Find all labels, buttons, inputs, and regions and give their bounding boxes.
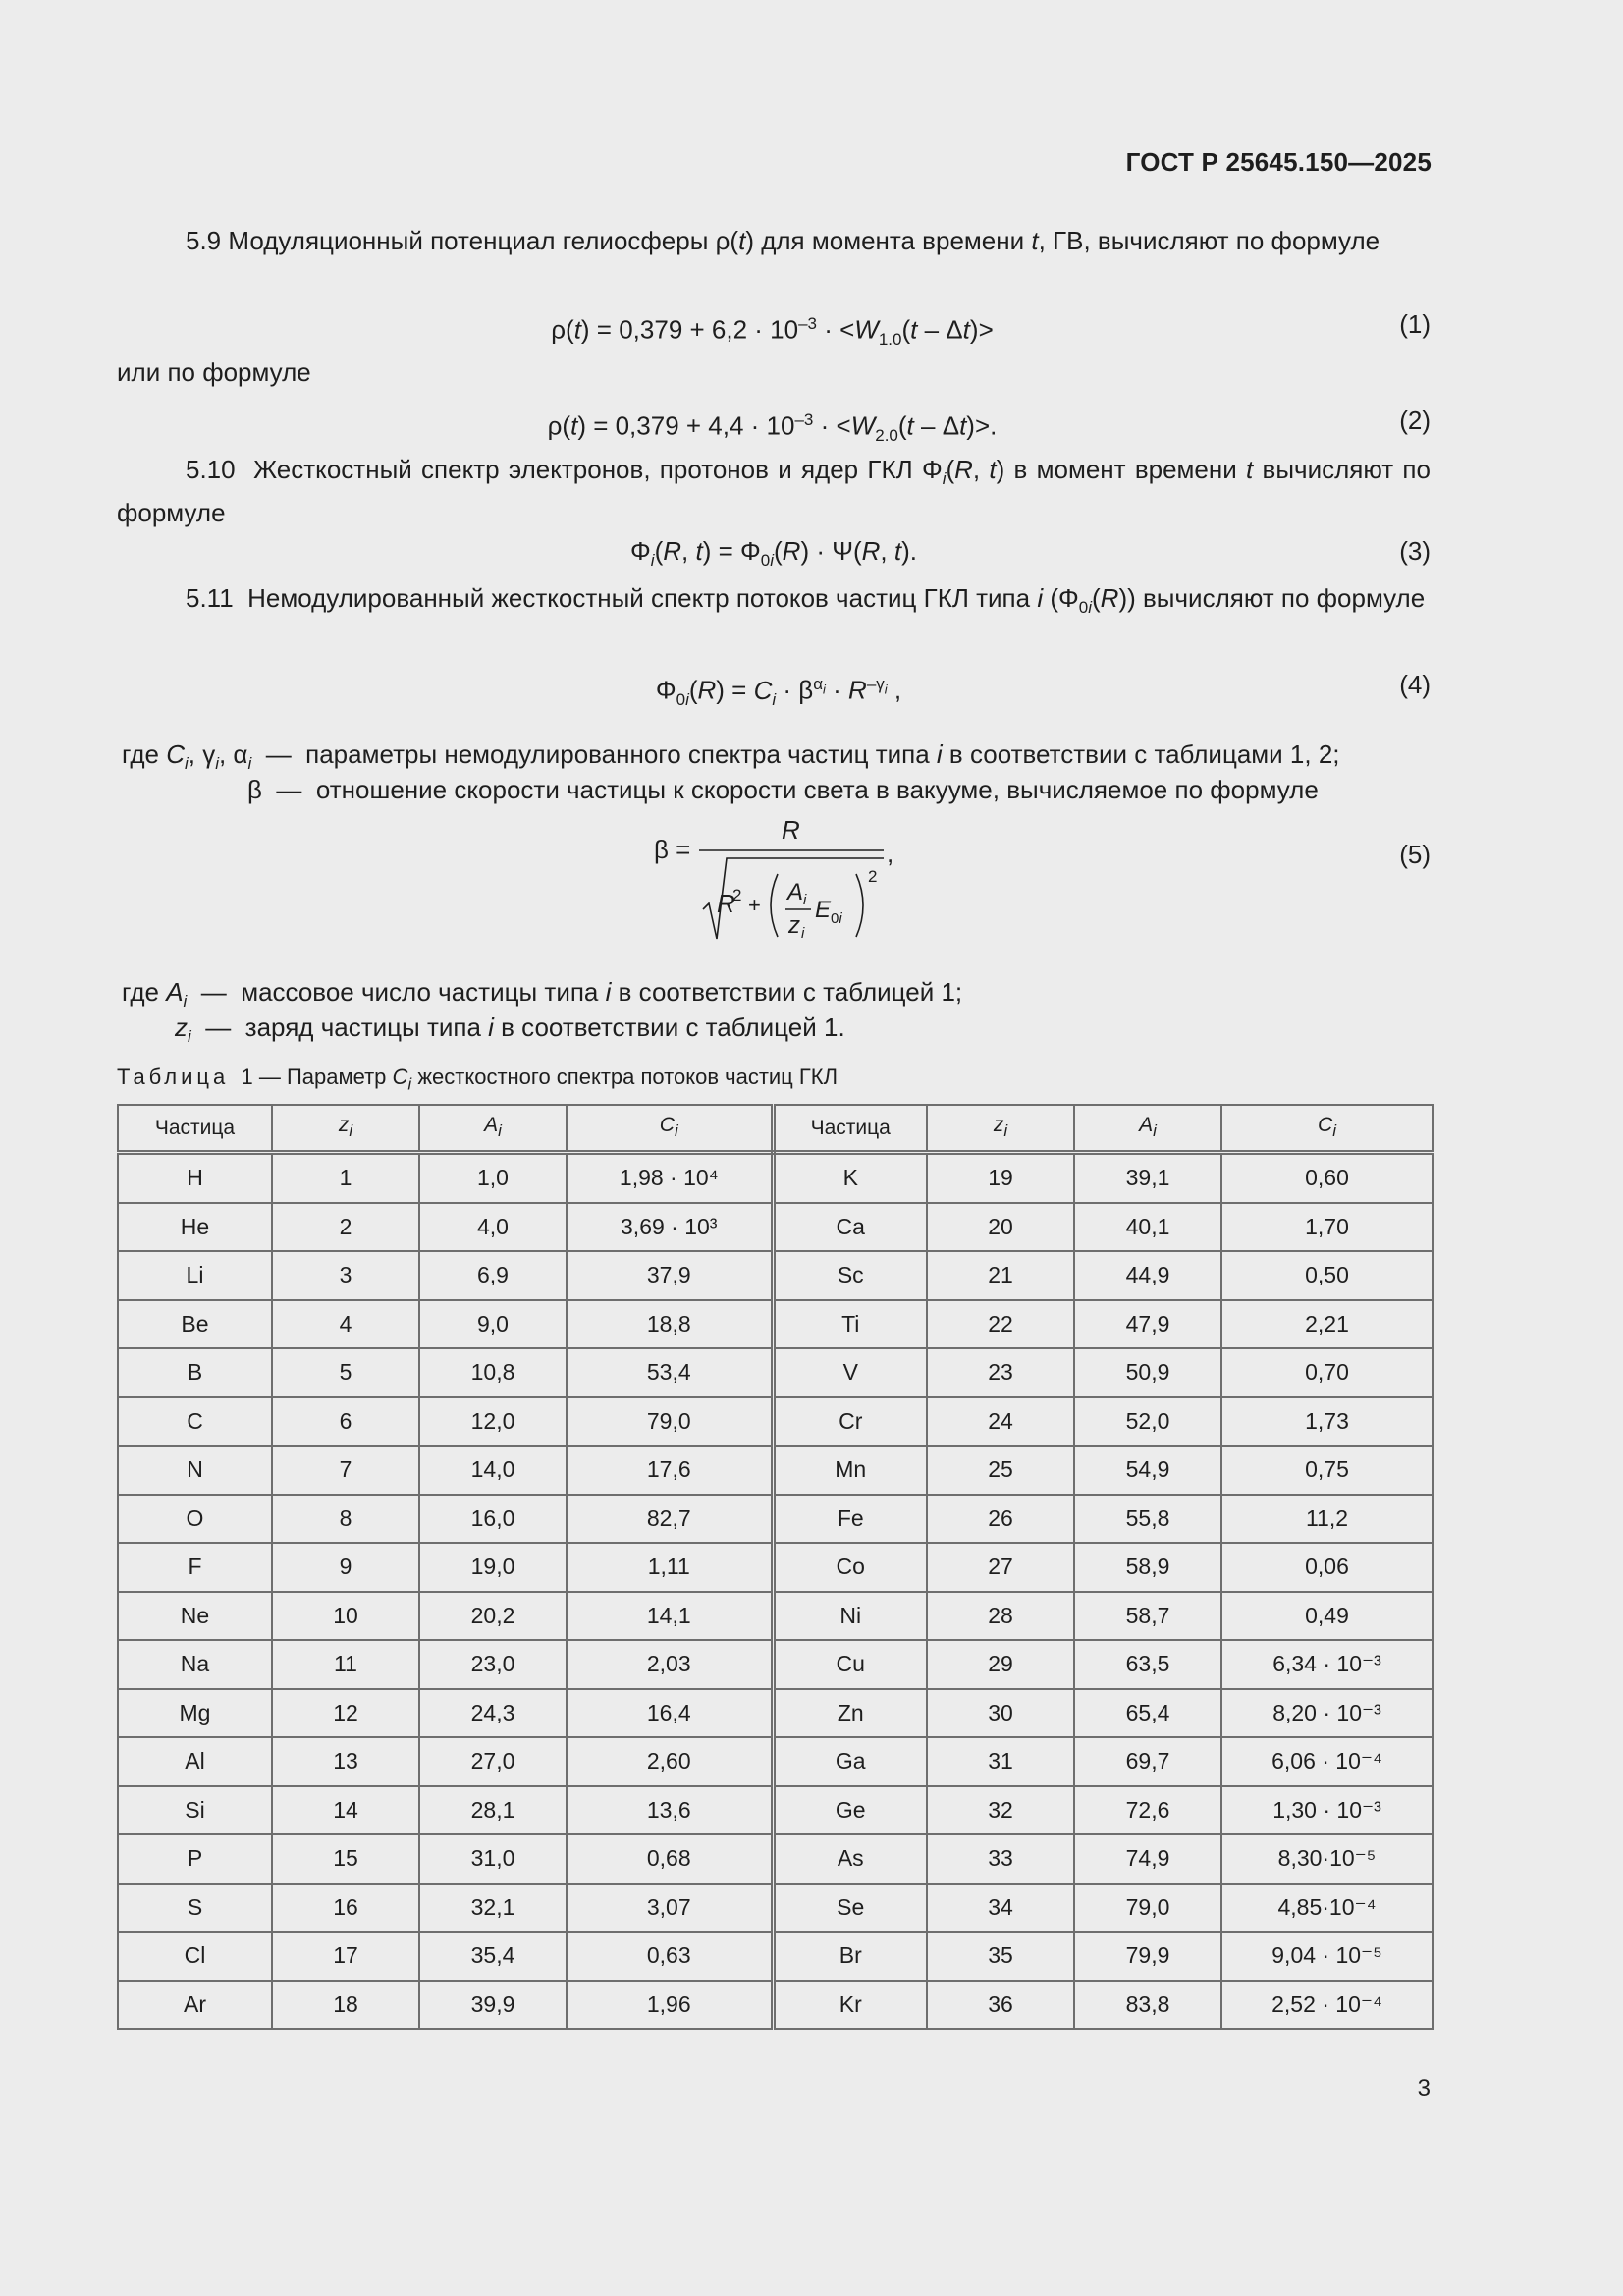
table-cell: He xyxy=(118,1203,272,1252)
table-row xyxy=(118,1543,1433,1592)
svg-text:i: i xyxy=(801,925,805,942)
table-cell: 19,0 xyxy=(419,1543,567,1592)
table-cell: 40,1 xyxy=(1074,1203,1221,1252)
table-row xyxy=(118,1203,1433,1252)
table-cell: 27 xyxy=(927,1543,1074,1592)
table-cell: 2,60 xyxy=(567,1737,773,1786)
table-cell: 30 xyxy=(927,1689,1074,1738)
formula-3-number: (3) xyxy=(1399,536,1431,566)
table-cell: 4 xyxy=(272,1300,419,1349)
table-cell: 6,06 · 10⁻⁴ xyxy=(1221,1737,1433,1786)
table-cell: Cr xyxy=(773,1397,927,1447)
table-cell: Mn xyxy=(773,1446,927,1495)
table-cell: 53,4 xyxy=(567,1348,773,1397)
header-c-2: $C_i$ xyxy=(1221,1105,1433,1153)
table-cell: 3,69 · 10³ xyxy=(567,1203,773,1252)
table-cell: Zn xyxy=(773,1689,927,1738)
table-row xyxy=(118,1300,1433,1349)
table-row xyxy=(118,1834,1433,1884)
svg-text:i: i xyxy=(803,892,807,908)
table-row xyxy=(118,1446,1433,1495)
svg-text:R: R xyxy=(717,889,735,918)
header-z: $z_i$ xyxy=(272,1105,419,1153)
table-cell: 1,0 xyxy=(419,1153,567,1203)
table-cell: 0,49 xyxy=(1221,1592,1433,1641)
table-cell: 24,3 xyxy=(419,1689,567,1738)
table-cell: 4,0 xyxy=(419,1203,567,1252)
header-a: $A_i$ xyxy=(419,1105,567,1153)
table-row xyxy=(118,1981,1433,2030)
table-cell: Ca xyxy=(773,1203,927,1252)
table-cell: F xyxy=(118,1543,272,1592)
page-number: 3 xyxy=(1417,2075,1431,2102)
table-cell: 50,9 xyxy=(1074,1348,1221,1397)
table-cell: S xyxy=(118,1884,272,1933)
table-cell: 1,73 xyxy=(1221,1397,1433,1447)
table-cell: Ge xyxy=(773,1786,927,1835)
table-cell: 47,9 xyxy=(1074,1300,1221,1349)
table-cell: O xyxy=(118,1495,272,1544)
table-cell: Br xyxy=(773,1932,927,1981)
table-cell: 1,98 · 10⁴ xyxy=(567,1153,773,1203)
table-cell: Ti xyxy=(773,1300,927,1349)
table-cell: 32 xyxy=(927,1786,1074,1835)
table-cell: 28 xyxy=(927,1592,1074,1641)
table-cell: 17 xyxy=(272,1932,419,1981)
table-cell: 0,68 xyxy=(567,1834,773,1884)
table-row xyxy=(118,1884,1433,1933)
table-cell: Na xyxy=(118,1640,272,1689)
table-cell: 39,1 xyxy=(1074,1153,1221,1203)
table-cell: 31,0 xyxy=(419,1834,567,1884)
table-cell: 0,70 xyxy=(1221,1348,1433,1397)
section-5-11: 5.11 Немодулированный жесткостный спектр потоков частиц ГКЛ типа i $(\Phi_{0i}(R))$ вычисляют по формуле xyxy=(186,583,1426,618)
svg-text:,: , xyxy=(887,839,894,868)
formula-1: $\rho(t) = 0,379 + 6,2 \cdot 10^{-3} \cdot <W_{1.0}(t - \Delta t)>$ (1) xyxy=(117,304,1431,344)
table-cell: 1,96 xyxy=(567,1981,773,2030)
table-cell: 35,4 xyxy=(419,1932,567,1981)
formula-4: $\Phi_{0i}(R) = C_i \cdot \beta^{\alpha_i} \cdot R^{-\gamma_i}$ , (4) xyxy=(117,665,1431,704)
table-cell: 32,1 xyxy=(419,1884,567,1933)
table-cell: 16,0 xyxy=(419,1495,567,1544)
table-cell: 83,8 xyxy=(1074,1981,1221,2030)
table-cell: 5 xyxy=(272,1348,419,1397)
or-formula-text: или по формуле xyxy=(117,357,311,387)
table-cell: Si xyxy=(118,1786,272,1835)
table-cell: 52,0 xyxy=(1074,1397,1221,1447)
formula-5-number: (5) xyxy=(1399,840,1431,869)
table-cell: Ne xyxy=(118,1592,272,1641)
table-row xyxy=(118,1495,1433,1544)
table-cell: 33 xyxy=(927,1834,1074,1884)
table-cell: P xyxy=(118,1834,272,1884)
table-row xyxy=(118,1348,1433,1397)
table-cell: 1 xyxy=(272,1153,419,1203)
table-row xyxy=(118,1932,1433,1981)
table-cell: 21 xyxy=(927,1251,1074,1300)
table-cell: 3 xyxy=(272,1251,419,1300)
svg-text:2: 2 xyxy=(732,886,742,904)
table-cell: 18 xyxy=(272,1981,419,2030)
table-cell: 63,5 xyxy=(1074,1640,1221,1689)
table-cell: 16 xyxy=(272,1884,419,1933)
table-cell: 44,9 xyxy=(1074,1251,1221,1300)
table-cell: 2,03 xyxy=(567,1640,773,1689)
table-cell: 2,52 · 10⁻⁴ xyxy=(1221,1981,1433,2030)
section-5-9: 5.9 Модуляционный потенциал гелиосферы ρ(t) для момента времени t, ГВ, вычисляют по формуле xyxy=(186,226,1380,255)
table-cell: 8 xyxy=(272,1495,419,1544)
table-cell: 15 xyxy=(272,1834,419,1884)
table-cell: 31 xyxy=(927,1737,1074,1786)
table-cell: 2 xyxy=(272,1203,419,1252)
table-cell: 25 xyxy=(927,1446,1074,1495)
table-cell: N xyxy=(118,1446,272,1495)
table-cell: 11,2 xyxy=(1221,1495,1433,1544)
svg-text:R: R xyxy=(782,815,800,845)
table-cell: 6,34 · 10⁻³ xyxy=(1221,1640,1433,1689)
table-cell: Co xyxy=(773,1543,927,1592)
table-cell: 14 xyxy=(272,1786,419,1835)
header-c: $C_i$ xyxy=(567,1105,773,1153)
table-cell: 11 xyxy=(272,1640,419,1689)
where-1-line-2: β — отношение скорости частицы к скорости света в вакууме, вычисляемое по формуле xyxy=(247,775,1319,804)
where-2-line-1: где $A_i$ — массовое число частицы типа i в соответствии с таблицей 1; xyxy=(122,977,963,1011)
table-cell: 35 xyxy=(927,1932,1074,1981)
table-cell: V xyxy=(773,1348,927,1397)
table-row xyxy=(118,1640,1433,1689)
parameter-table xyxy=(117,1104,1434,2030)
table-cell: H xyxy=(118,1153,272,1203)
table-cell: 17,6 xyxy=(567,1446,773,1495)
formula-2: $\rho(t) = 0,379 + 4,4 \cdot 10^{-3} \cdot <W_{2.0}(t - \Delta t)>$. (2) xyxy=(117,401,1431,440)
table-row xyxy=(118,1737,1433,1786)
table-cell: 18,8 xyxy=(567,1300,773,1349)
table-cell: 13 xyxy=(272,1737,419,1786)
svg-text:2: 2 xyxy=(868,867,878,886)
table-cell: 6 xyxy=(272,1397,419,1447)
table-cell: As xyxy=(773,1834,927,1884)
formula-3: $\Phi_i(R$, $t) = \Phi_{0i}(R) \cdot \Psi(R$, t). (3) xyxy=(117,531,1431,571)
table-cell: 13,6 xyxy=(567,1786,773,1835)
table-cell: Cu xyxy=(773,1640,927,1689)
table-cell: 12,0 xyxy=(419,1397,567,1447)
table-cell: 10,8 xyxy=(419,1348,567,1397)
table-cell: 82,7 xyxy=(567,1495,773,1544)
header-particle: Частица xyxy=(118,1105,272,1153)
table-cell: 72,6 xyxy=(1074,1786,1221,1835)
table-cell: 2,21 xyxy=(1221,1300,1433,1349)
svg-text:β =: β = xyxy=(654,835,691,864)
svg-text:0i: 0i xyxy=(831,910,842,927)
table-cell: 29 xyxy=(927,1640,1074,1689)
table-cell: B xyxy=(118,1348,272,1397)
table-row xyxy=(118,1689,1433,1738)
table-cell: 36 xyxy=(927,1981,1074,2030)
table-cell: Ga xyxy=(773,1737,927,1786)
table-cell: 65,4 xyxy=(1074,1689,1221,1738)
formula-5-number-row xyxy=(117,835,1431,874)
table-cell: K xyxy=(773,1153,927,1203)
table-cell: 14,1 xyxy=(567,1592,773,1641)
table-cell: 1,70 xyxy=(1221,1203,1433,1252)
table-caption: Таблица 1 — Параметр $C_i$ жесткостного спектра потоков частиц ГКЛ xyxy=(117,1065,839,1094)
table-cell: 0,75 xyxy=(1221,1446,1433,1495)
table-cell: Al xyxy=(118,1737,272,1786)
table-cell: 0,50 xyxy=(1221,1251,1433,1300)
table-cell: 0,06 xyxy=(1221,1543,1433,1592)
header-particle-2: Частица xyxy=(773,1105,927,1153)
svg-text:+: + xyxy=(748,893,761,917)
table-row xyxy=(118,1397,1433,1447)
table-cell: 9,0 xyxy=(419,1300,567,1349)
table-cell: 28,1 xyxy=(419,1786,567,1835)
table-cell: Sc xyxy=(773,1251,927,1300)
table-cell: Fe xyxy=(773,1495,927,1544)
table-cell: 20 xyxy=(927,1203,1074,1252)
table-cell: 39,9 xyxy=(419,1981,567,2030)
table-cell: Mg xyxy=(118,1689,272,1738)
table-row xyxy=(118,1786,1433,1835)
table-cell: 79,0 xyxy=(1074,1884,1221,1933)
table-cell: 37,9 xyxy=(567,1251,773,1300)
table-cell: 9,04 · 10⁻⁵ xyxy=(1221,1932,1433,1981)
table-cell: 0,63 xyxy=(567,1932,773,1981)
formula-4-number: (4) xyxy=(1399,670,1431,699)
table-cell: 1,30 · 10⁻³ xyxy=(1221,1786,1433,1835)
table-cell: 58,9 xyxy=(1074,1543,1221,1592)
table-cell: 79,0 xyxy=(567,1397,773,1447)
table-cell: Se xyxy=(773,1884,927,1933)
where-1-line-1: где $C_i$, $\gamma_i$, $\alpha_i$ — параметры немодулированного спектра частиц типа i в соответствии с таблицами 1, 2; xyxy=(122,739,1340,774)
table-cell: 20,2 xyxy=(419,1592,567,1641)
table-cell: 22 xyxy=(927,1300,1074,1349)
formula-5 xyxy=(648,813,903,951)
table-cell: 23 xyxy=(927,1348,1074,1397)
table-cell: 23,0 xyxy=(419,1640,567,1689)
table-cell: Cl xyxy=(118,1932,272,1981)
table-cell: 12 xyxy=(272,1689,419,1738)
table-cell: Ni xyxy=(773,1592,927,1641)
table-cell: 69,7 xyxy=(1074,1737,1221,1786)
table-cell: 24 xyxy=(927,1397,1074,1447)
table-cell: 54,9 xyxy=(1074,1446,1221,1495)
document-id: ГОСТ Р 25645.150—2025 xyxy=(1125,147,1432,177)
table-cell: Li xyxy=(118,1251,272,1300)
table-cell: 74,9 xyxy=(1074,1834,1221,1884)
table-cell: 4,85·10⁻⁴ xyxy=(1221,1884,1433,1933)
table-cell: 79,9 xyxy=(1074,1932,1221,1981)
table-cell: C xyxy=(118,1397,272,1447)
table-row xyxy=(118,1251,1433,1300)
table-cell: 3,07 xyxy=(567,1884,773,1933)
table-cell: 10 xyxy=(272,1592,419,1641)
formula-1-number: (1) xyxy=(1399,309,1431,339)
table-cell: 19 xyxy=(927,1153,1074,1203)
svg-text:E: E xyxy=(815,897,832,923)
table-row xyxy=(118,1153,1433,1203)
formula-2-number: (2) xyxy=(1399,406,1431,435)
table-cell: 55,8 xyxy=(1074,1495,1221,1544)
table-cell: 14,0 xyxy=(419,1446,567,1495)
table-cell: 16,4 xyxy=(567,1689,773,1738)
table-cell: Ar xyxy=(118,1981,272,2030)
table-cell: 8,20 · 10⁻³ xyxy=(1221,1689,1433,1738)
table-cell: Be xyxy=(118,1300,272,1349)
where-2-line-2: $z_i$ — заряд частицы типа i в соответствии с таблицей 1. xyxy=(175,1012,845,1047)
table-cell: 26 xyxy=(927,1495,1074,1544)
header-a-2: $A_i$ xyxy=(1074,1105,1221,1153)
svg-text:A: A xyxy=(787,879,804,905)
table-cell: 7 xyxy=(272,1446,419,1495)
table-cell: 1,11 xyxy=(567,1543,773,1592)
table-row xyxy=(118,1592,1433,1641)
table-cell: 34 xyxy=(927,1884,1074,1933)
table-cell: 9 xyxy=(272,1543,419,1592)
svg-text:z: z xyxy=(788,912,800,939)
section-5-10: 5.10 Жесткостный спектр электронов, протонов и ядер ГКЛ $\Phi_i(R$, t) в момент времени t вычисляют по формуле xyxy=(117,455,1431,528)
header-z-2: $z_i$ xyxy=(927,1105,1074,1153)
table-header-row xyxy=(118,1105,1433,1153)
table-cell: 58,7 xyxy=(1074,1592,1221,1641)
table-cell: 0,60 xyxy=(1221,1153,1433,1203)
table-cell: 6,9 xyxy=(419,1251,567,1300)
table-cell: Kr xyxy=(773,1981,927,2030)
table-cell: 27,0 xyxy=(419,1737,567,1786)
table-cell: 8,30·10⁻⁵ xyxy=(1221,1834,1433,1884)
